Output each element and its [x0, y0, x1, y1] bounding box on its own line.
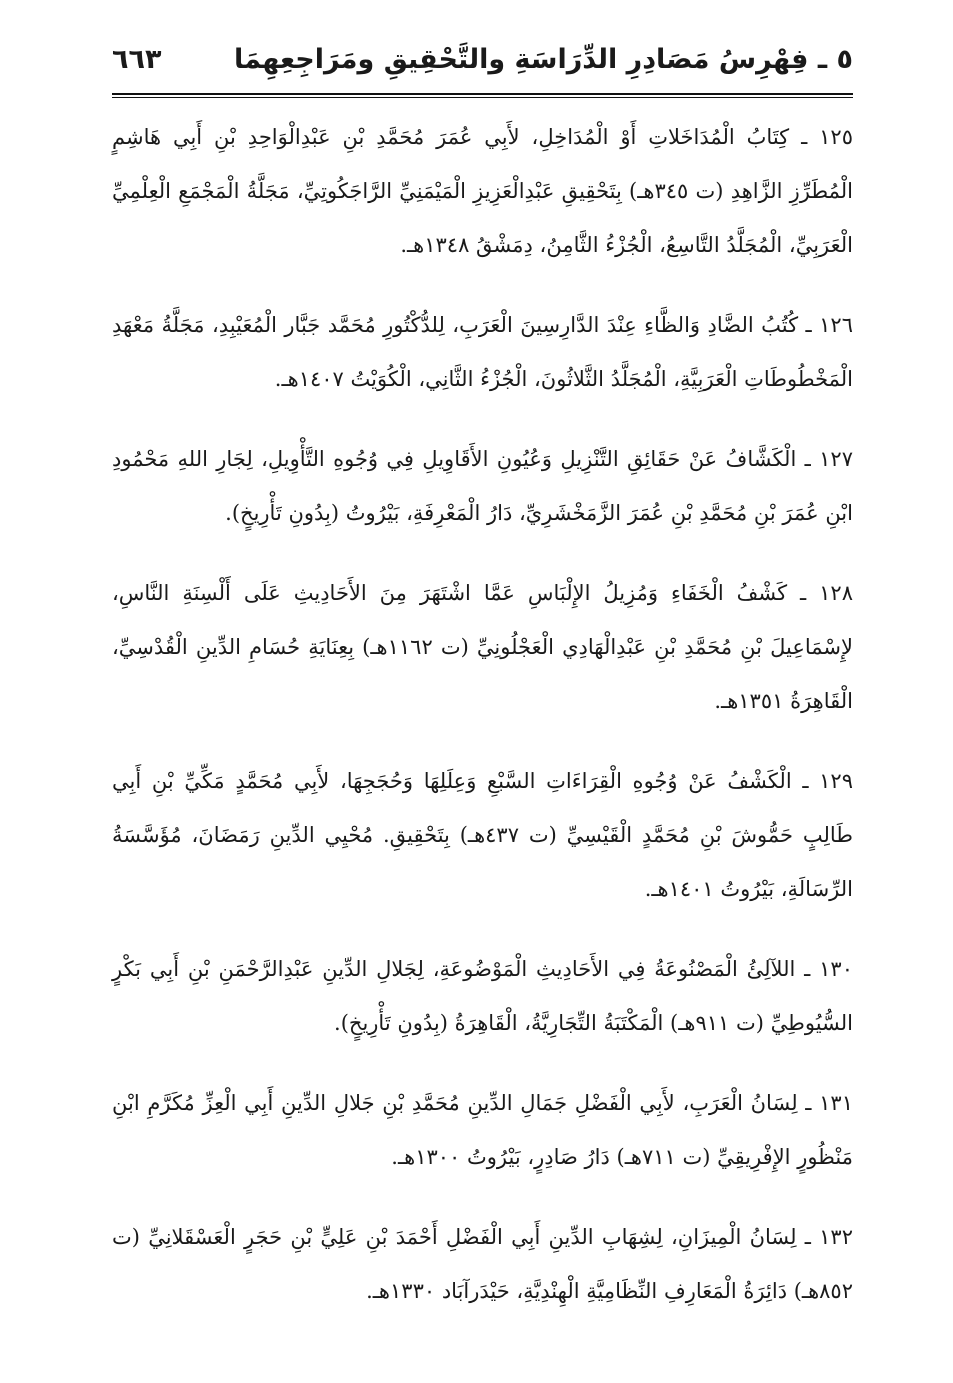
- entry-text: الْكَشْفُ عَنْ وُجُوهِ الْقِرَاءَاتِ السَّبْعِ وَعِلَلِهَا وَحُجَجِهَا، لأَبِي مُحَمَّدٍ مَكِّيِّ بْنِ أَبِي طَالِبٍ حَمُّوشَ بْنِ مُحَمَّدٍ الْقَيْسِيِّ (ت ٤٣٧هـ) بِتَحْقِيقِ. مُحْيِي الدِّينِ رَمَضَانَ، مُؤَسَّسَةُ الرِّسَالَةِ، بَيْرُوتُ ١٤٠١هـ.: [112, 769, 853, 901]
- entry-dash: ـ: [796, 447, 820, 471]
- entry-number: ١٣٢: [819, 1225, 853, 1249]
- bibliography-entry: [112, 566, 853, 728]
- entry-dash: ـ: [795, 957, 820, 981]
- entry-number: ١٣٠: [819, 957, 853, 981]
- entry-dash: ـ: [797, 1091, 820, 1115]
- running-header: [112, 38, 853, 88]
- entry-dash: ـ: [787, 581, 820, 605]
- entry-text: لِسَانُ الْعَرَبِ، لأَبِي الْفَضْلِ جَمَالِ الدِّينِ مُحَمَّدِ بْنِ جَلالِ الدِّينِ أَبِي الْعِزِّ مُكَرَّمِ ابْنِ مَنْظُورٍ الإِفْرِيقِيِّ (ت ٧١١هـ) دَارُ صَادِرٍ، بَيْرُوتُ ١٣٠٠هـ.: [112, 1091, 853, 1169]
- bibliography-entry: [112, 110, 853, 272]
- bibliography-list: [112, 110, 853, 1344]
- entry-number: ١٢٩: [819, 769, 853, 793]
- entry-dash: ـ: [789, 125, 820, 149]
- bibliography-entry: [112, 754, 853, 916]
- entry-dash: ـ: [791, 769, 820, 793]
- entry-text: كِتَابُ الْمُدَاخَلاتِ أَوْ الْمُدَاخِلِ، لأَبِي عُمَرَ مُحَمَّدِ بْنِ عَبْدِالْوَاحِدِ بْنِ أَبِي هَاشِمٍ الْمُطَرِّزِ الزَّاهِدِ (ت ٣٤٥هـ) بِتَحْقِيقِ عَبْدِالْعَزِيزِ الْمَيْمَنِيِّ الرَّاجَكُوتِيِّ، مَجَلَّةُ الْمَجْمَعِ الْعِلْمِيِّ الْعَرَبِيِّ، الْمُجَلَّدُ التَّاسِعُ، الْجُزْءُ الثَّامِنُ، دِمَشْقُ ١٣٤٨هـ.: [112, 125, 853, 257]
- bibliography-entry: [112, 1076, 853, 1184]
- bibliography-entry: [112, 942, 853, 1050]
- entry-number: ١٣١: [819, 1091, 853, 1115]
- entry-number: ١٢٦: [819, 313, 853, 337]
- entry-number: ١٢٧: [819, 447, 853, 471]
- entry-dash: ـ: [796, 1225, 820, 1249]
- entry-dash: ـ: [798, 313, 820, 337]
- entry-number: ١٢٥: [819, 125, 853, 149]
- entry-text: كَشْفُ الْخَفَاءِ وَمُزِيلُ الإِلْبَاسِ عَمَّا اشْتَهَرَ مِنَ الأَحَادِيثِ عَلَى أَلْسِنَةِ النَّاسِ، لإِسْمَاعِيلَ بْنِ مُحَمَّدِ بْنِ عَبْدِالْهَادِي الْعَجْلُونِيِّ (ت ١١٦٢هـ) بِعِنَايَةِ حُسَامِ الدِّينِ الْقُدْسِيِّ، الْقَاهِرَةُ ١٣٥١هـ.: [112, 581, 853, 713]
- bibliography-entry: [112, 432, 853, 540]
- entry-text: لِسَانُ الْمِيزَانِ، لِشِهَابِ الدِّينِ أَبِي الْفَضْلِ أَحْمَدَ بْنِ عَلِيٍّ بْنِ حَجَرٍ الْعَسْقَلانِيِّ (ت ٨٥٢هـ) دَائِرَةُ الْمَعَارِفِ النِّظَامِيَّةِ الْهِنْدِيَّةِ، حَيْدَرآبَاد ١٣٣٠هـ.: [112, 1225, 853, 1303]
- header-rule-thin: [112, 97, 853, 98]
- header-title: ٥ ـ فِهْرِسُ مَصَادِرِ الدِّرَاسَةِ والتَّحْقِيقِ ومَرَاجِعِهِمَا: [233, 44, 853, 75]
- entry-number: ١٢٨: [819, 581, 853, 605]
- bibliography-entry: [112, 1210, 853, 1318]
- entry-text: الْكَشَّافُ عَنْ حَقَائِقِ التَّنْزِيلِ وَعُيُونِ الأَقَاوِيلِ فِي وُجُوهِ التَّأْوِيلِ، لِجَارِ اللهِ مَحْمُودِ ابْنِ عُمَرَ بْنِ مُحَمَّدِ بْنِ عُمَرَ الزَّمَخْشَرِيِّ، دَارُ الْمَعْرِفَةِ، بَيْرُوتُ (بِدُونِ تَأْرِيخٍ).: [112, 447, 853, 525]
- header-rule: [112, 93, 853, 95]
- entry-text: اللآلِئُ الْمَصْنُوعَةُ فِي الأَحَادِيثِ الْمَوْضُوعَةِ، لِجَلالِ الدِّينِ عَبْدِالرَّحْمَنِ بْنِ أَبِي بَكْرٍ السُّيُوطِيِّ (ت ٩١١هـ) الْمَكْتَبَةُ التِّجَارِيَّةُ، الْقَاهِرَةُ (بِدُونِ تَأْرِيخٍ).: [112, 957, 853, 1035]
- entry-text: كُتُبُ الضَّادِ وَالظَّاءِ عِنْدَ الدَّارِسِينَ الْعَرَبِ، لِلدُّكْتُورِ مُحَمَّد جَبَّار الْمُعَيْبِدِ، مَجَلَّةُ مَعْهَدِ الْمَخْطُوطَاتِ الْعَرَبِيَّةِ، الْمُجَلَّدُ الثَّلاثُونَ، الْجُزْءُ الثَّانِي، الْكُوَيْتُ ١٤٠٧هـ.: [112, 313, 853, 391]
- bibliography-entry: [112, 298, 853, 406]
- page-number: ٦٦٣: [112, 44, 162, 75]
